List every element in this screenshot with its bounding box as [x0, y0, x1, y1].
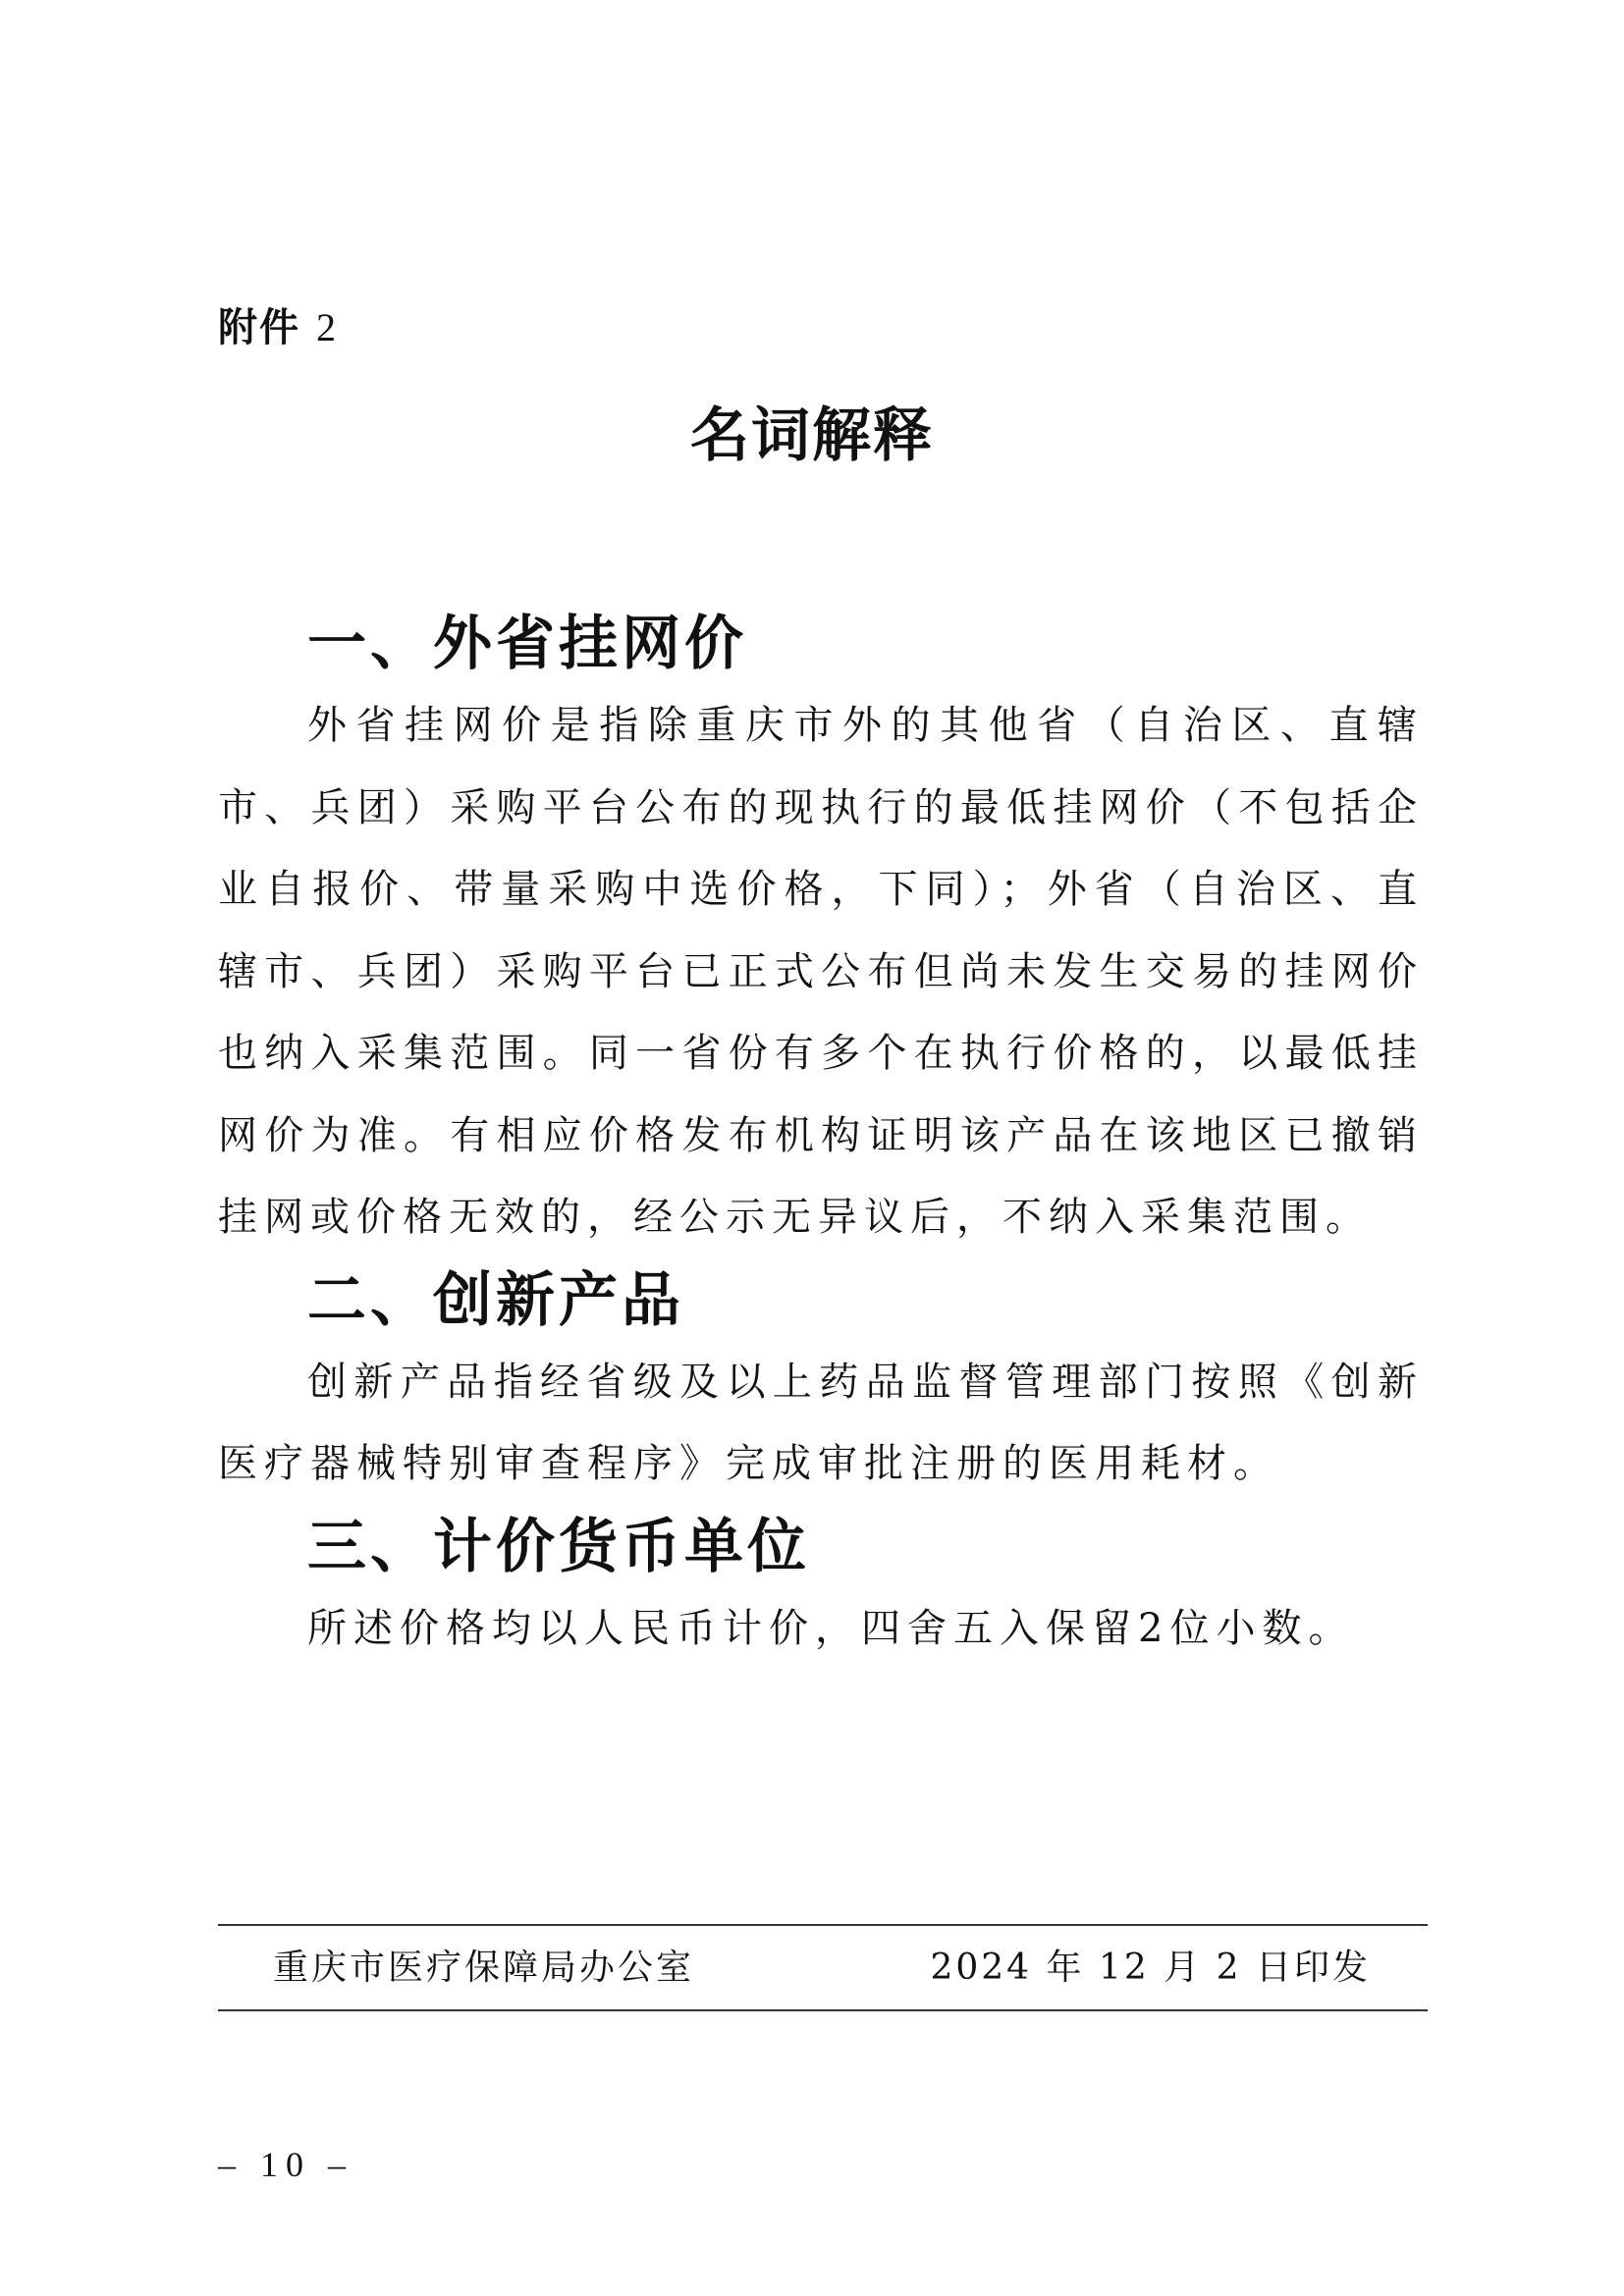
attachment-number: 2 — [315, 305, 338, 349]
section-paragraph-innovative-product: 创新产品指经省级及以上药品监督管理部门按照《创新医疗器械特别审查程序》完成审批注册的医用耗材。 — [218, 1359, 1424, 1486]
footer-issue-date: 2024 年 12 月 2 日印发 — [930, 1948, 1371, 1988]
section-paragraph-provincial-price: 外省挂网价是指除重庆市外的其他省（自治区、直辖市、兵团）采购平台公布的现执行的最低挂网价（不包括企业自报价、带量采购中选价格，下同）；外省（自治区、直辖市、兵团）采购平台已正式公布但尚未发生交易的挂网价也纳入采集范围。同一省份有多个在执行价格的，以最低挂网价为准。有相应价格发布机构证明该产品在该地区已撤销挂网或价格无效的，经公示无异议后，不纳入采集范围。 — [218, 703, 1424, 1240]
page-number: – 10 – — [218, 2145, 353, 2184]
footer-issuer: 重庆市医疗保障局办公室 — [273, 1948, 695, 1988]
footer-top-rule — [218, 1924, 1428, 1926]
attachment-label — [218, 298, 338, 357]
document-body — [218, 603, 1424, 1670]
section-heading-innovative-product: 二、创新产品 — [307, 1265, 684, 1335]
section-heading-currency-unit: 三、计价货币单位 — [307, 1512, 810, 1581]
document-title: 名词解释 — [690, 401, 934, 470]
section-heading-provincial-price: 一、外省挂网价 — [307, 610, 747, 678]
section-paragraph-currency-unit: 所述价格均以人民币计价，四舍五入保留2位小数。 — [307, 1605, 1355, 1651]
attachment-label-text: 附件 — [218, 305, 300, 350]
footer-bottom-rule — [218, 2009, 1428, 2011]
